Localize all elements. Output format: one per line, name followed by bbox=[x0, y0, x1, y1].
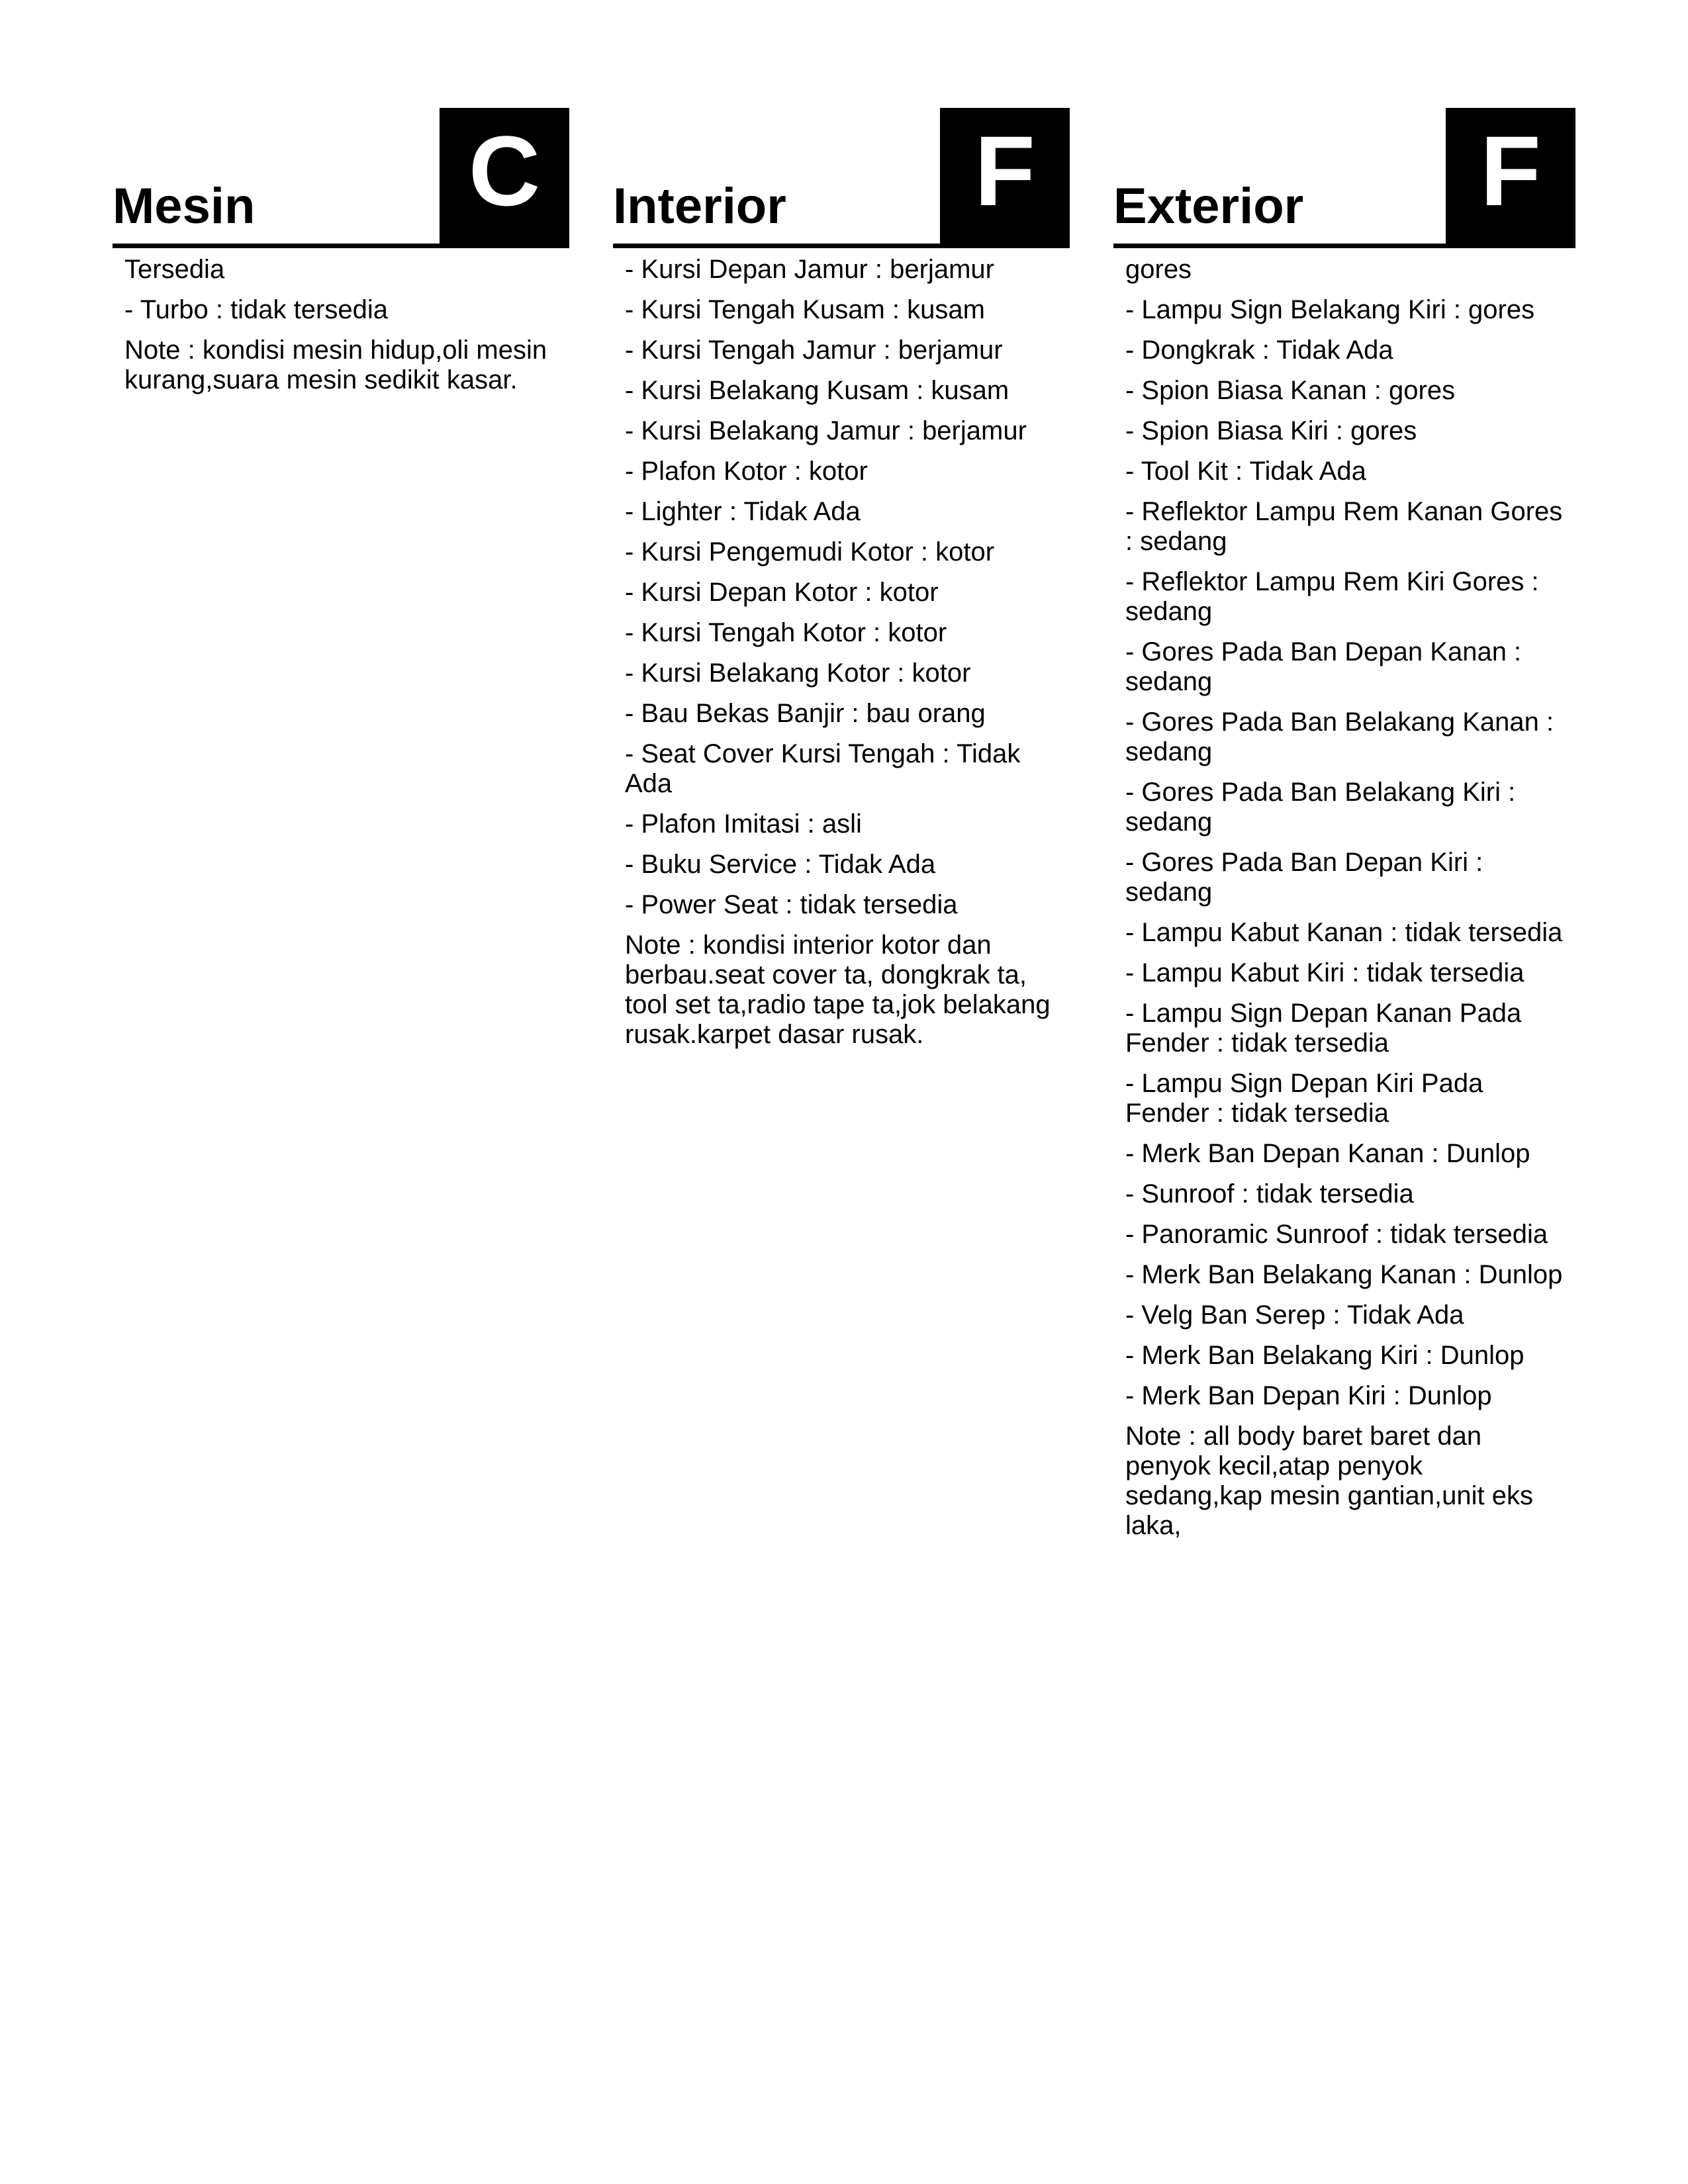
list-item: - Tool Kit : Tidak Ada bbox=[1125, 457, 1366, 486]
list-item: - Buku Service : Tidak Ada bbox=[625, 850, 936, 879]
list-item: - Kursi Tengah Jamur : berjamur bbox=[625, 336, 1003, 365]
list-item: - Gores Pada Ban Belakang Kiri : sedang bbox=[1125, 778, 1516, 837]
list-item: - Lampu Kabut Kiri : tidak tersedia bbox=[1125, 958, 1524, 987]
list-item: - Reflektor Lampu Rem Kiri Gores : sedang bbox=[1125, 567, 1539, 626]
section-body bbox=[1113, 248, 1575, 1541]
list-item: - Spion Biasa Kanan : gores bbox=[1125, 376, 1456, 405]
section-header bbox=[613, 108, 1070, 248]
list-item: - Lampu Kabut Kanan : tidak tersedia bbox=[1125, 918, 1563, 947]
section-title: Mesin bbox=[113, 178, 256, 234]
list-item: - Bau Bekas Banjir : bau orang bbox=[625, 699, 986, 728]
list-item: - Kursi Pengemudi Kotor : kotor bbox=[625, 537, 995, 567]
list-item: - Merk Ban Belakang Kiri : Dunlop bbox=[1125, 1341, 1524, 1370]
list-item: - Dongkrak : Tidak Ada bbox=[1125, 336, 1393, 365]
list-item: - Merk Ban Depan Kanan : Dunlop bbox=[1125, 1139, 1530, 1168]
list-item: - Kursi Belakang Kotor : kotor bbox=[625, 659, 971, 688]
list-item: - Gores Pada Ban Depan Kiri : sedang bbox=[1125, 848, 1483, 907]
section-title: Interior bbox=[613, 178, 786, 234]
list-item: - Plafon Kotor : kotor bbox=[625, 457, 868, 486]
section-header bbox=[1113, 108, 1575, 248]
section-title: Exterior bbox=[1113, 178, 1304, 234]
list-item: - Kursi Belakang Jamur : berjamur bbox=[625, 416, 1027, 445]
list-item: - Power Seat : tidak tersedia bbox=[625, 890, 958, 919]
grade-badge: F bbox=[940, 108, 1070, 244]
list-item: - Reflektor Lampu Rem Kanan Gores : sedang bbox=[1125, 497, 1563, 556]
grade-badge: C bbox=[440, 108, 569, 244]
list-item: - Panoramic Sunroof : tidak tersedia bbox=[1125, 1220, 1548, 1249]
section-body bbox=[113, 248, 569, 395]
section-exterior bbox=[1113, 108, 1575, 1551]
list-item: - Lampu Sign Depan Kanan Pada Fender : tidak tersedia bbox=[1125, 999, 1522, 1058]
list-item: - Kursi Tengah Kusam : kusam bbox=[625, 295, 985, 324]
list-item: - Gores Pada Ban Belakang Kanan : sedang bbox=[1125, 707, 1554, 766]
list-item: - Plafon Imitasi : asli bbox=[625, 809, 862, 839]
note-text: Note : kondisi interior kotor dan berbau.seat cover ta, dongkrak ta, tool set ta,radio tape ta,jok belakang rusak.karpet dasar rusak. bbox=[625, 931, 1051, 1049]
section-header bbox=[113, 108, 569, 248]
list-item: - Kursi Belakang Kusam : kusam bbox=[625, 376, 1009, 405]
grade-badge: F bbox=[1446, 108, 1575, 244]
list-item: - Sunroof : tidak tersedia bbox=[1125, 1179, 1414, 1208]
list-item: - Gores Pada Ban Depan Kanan : sedang bbox=[1125, 637, 1522, 696]
section-interior bbox=[613, 108, 1070, 1060]
list-item: - Lighter : Tidak Ada bbox=[625, 497, 861, 526]
list-item: - Kursi Depan Jamur : berjamur bbox=[625, 255, 994, 284]
list-item: - Velg Ban Serep : Tidak Ada bbox=[1125, 1300, 1464, 1330]
list-item: Tersedia bbox=[124, 255, 225, 284]
list-item: - Merk Ban Depan Kiri : Dunlop bbox=[1125, 1381, 1492, 1410]
note-text: Note : all body baret baret dan penyok kecil,atap penyok sedang,kap mesin gantian,unit eks laka, bbox=[1125, 1422, 1533, 1540]
list-item: - Merk Ban Belakang Kanan : Dunlop bbox=[1125, 1260, 1563, 1289]
section-body bbox=[613, 248, 1070, 1050]
list-item: - Lampu Sign Belakang Kiri : gores bbox=[1125, 295, 1535, 324]
list-item: - Turbo : tidak tersedia bbox=[124, 295, 388, 324]
list-item: - Kursi Tengah Kotor : kotor bbox=[625, 618, 947, 647]
list-item: gores bbox=[1125, 255, 1192, 284]
list-item: - Kursi Depan Kotor : kotor bbox=[625, 578, 939, 607]
section-mesin bbox=[113, 108, 569, 406]
list-item: - Spion Biasa Kiri : gores bbox=[1125, 416, 1417, 445]
list-item: - Lampu Sign Depan Kiri Pada Fender : tidak tersedia bbox=[1125, 1069, 1483, 1128]
note-text: Note : kondisi mesin hidup,oli mesin kurang,suara mesin sedikit kasar. bbox=[124, 336, 547, 394]
list-item: - Seat Cover Kursi Tengah : Tidak Ada bbox=[625, 739, 1021, 798]
